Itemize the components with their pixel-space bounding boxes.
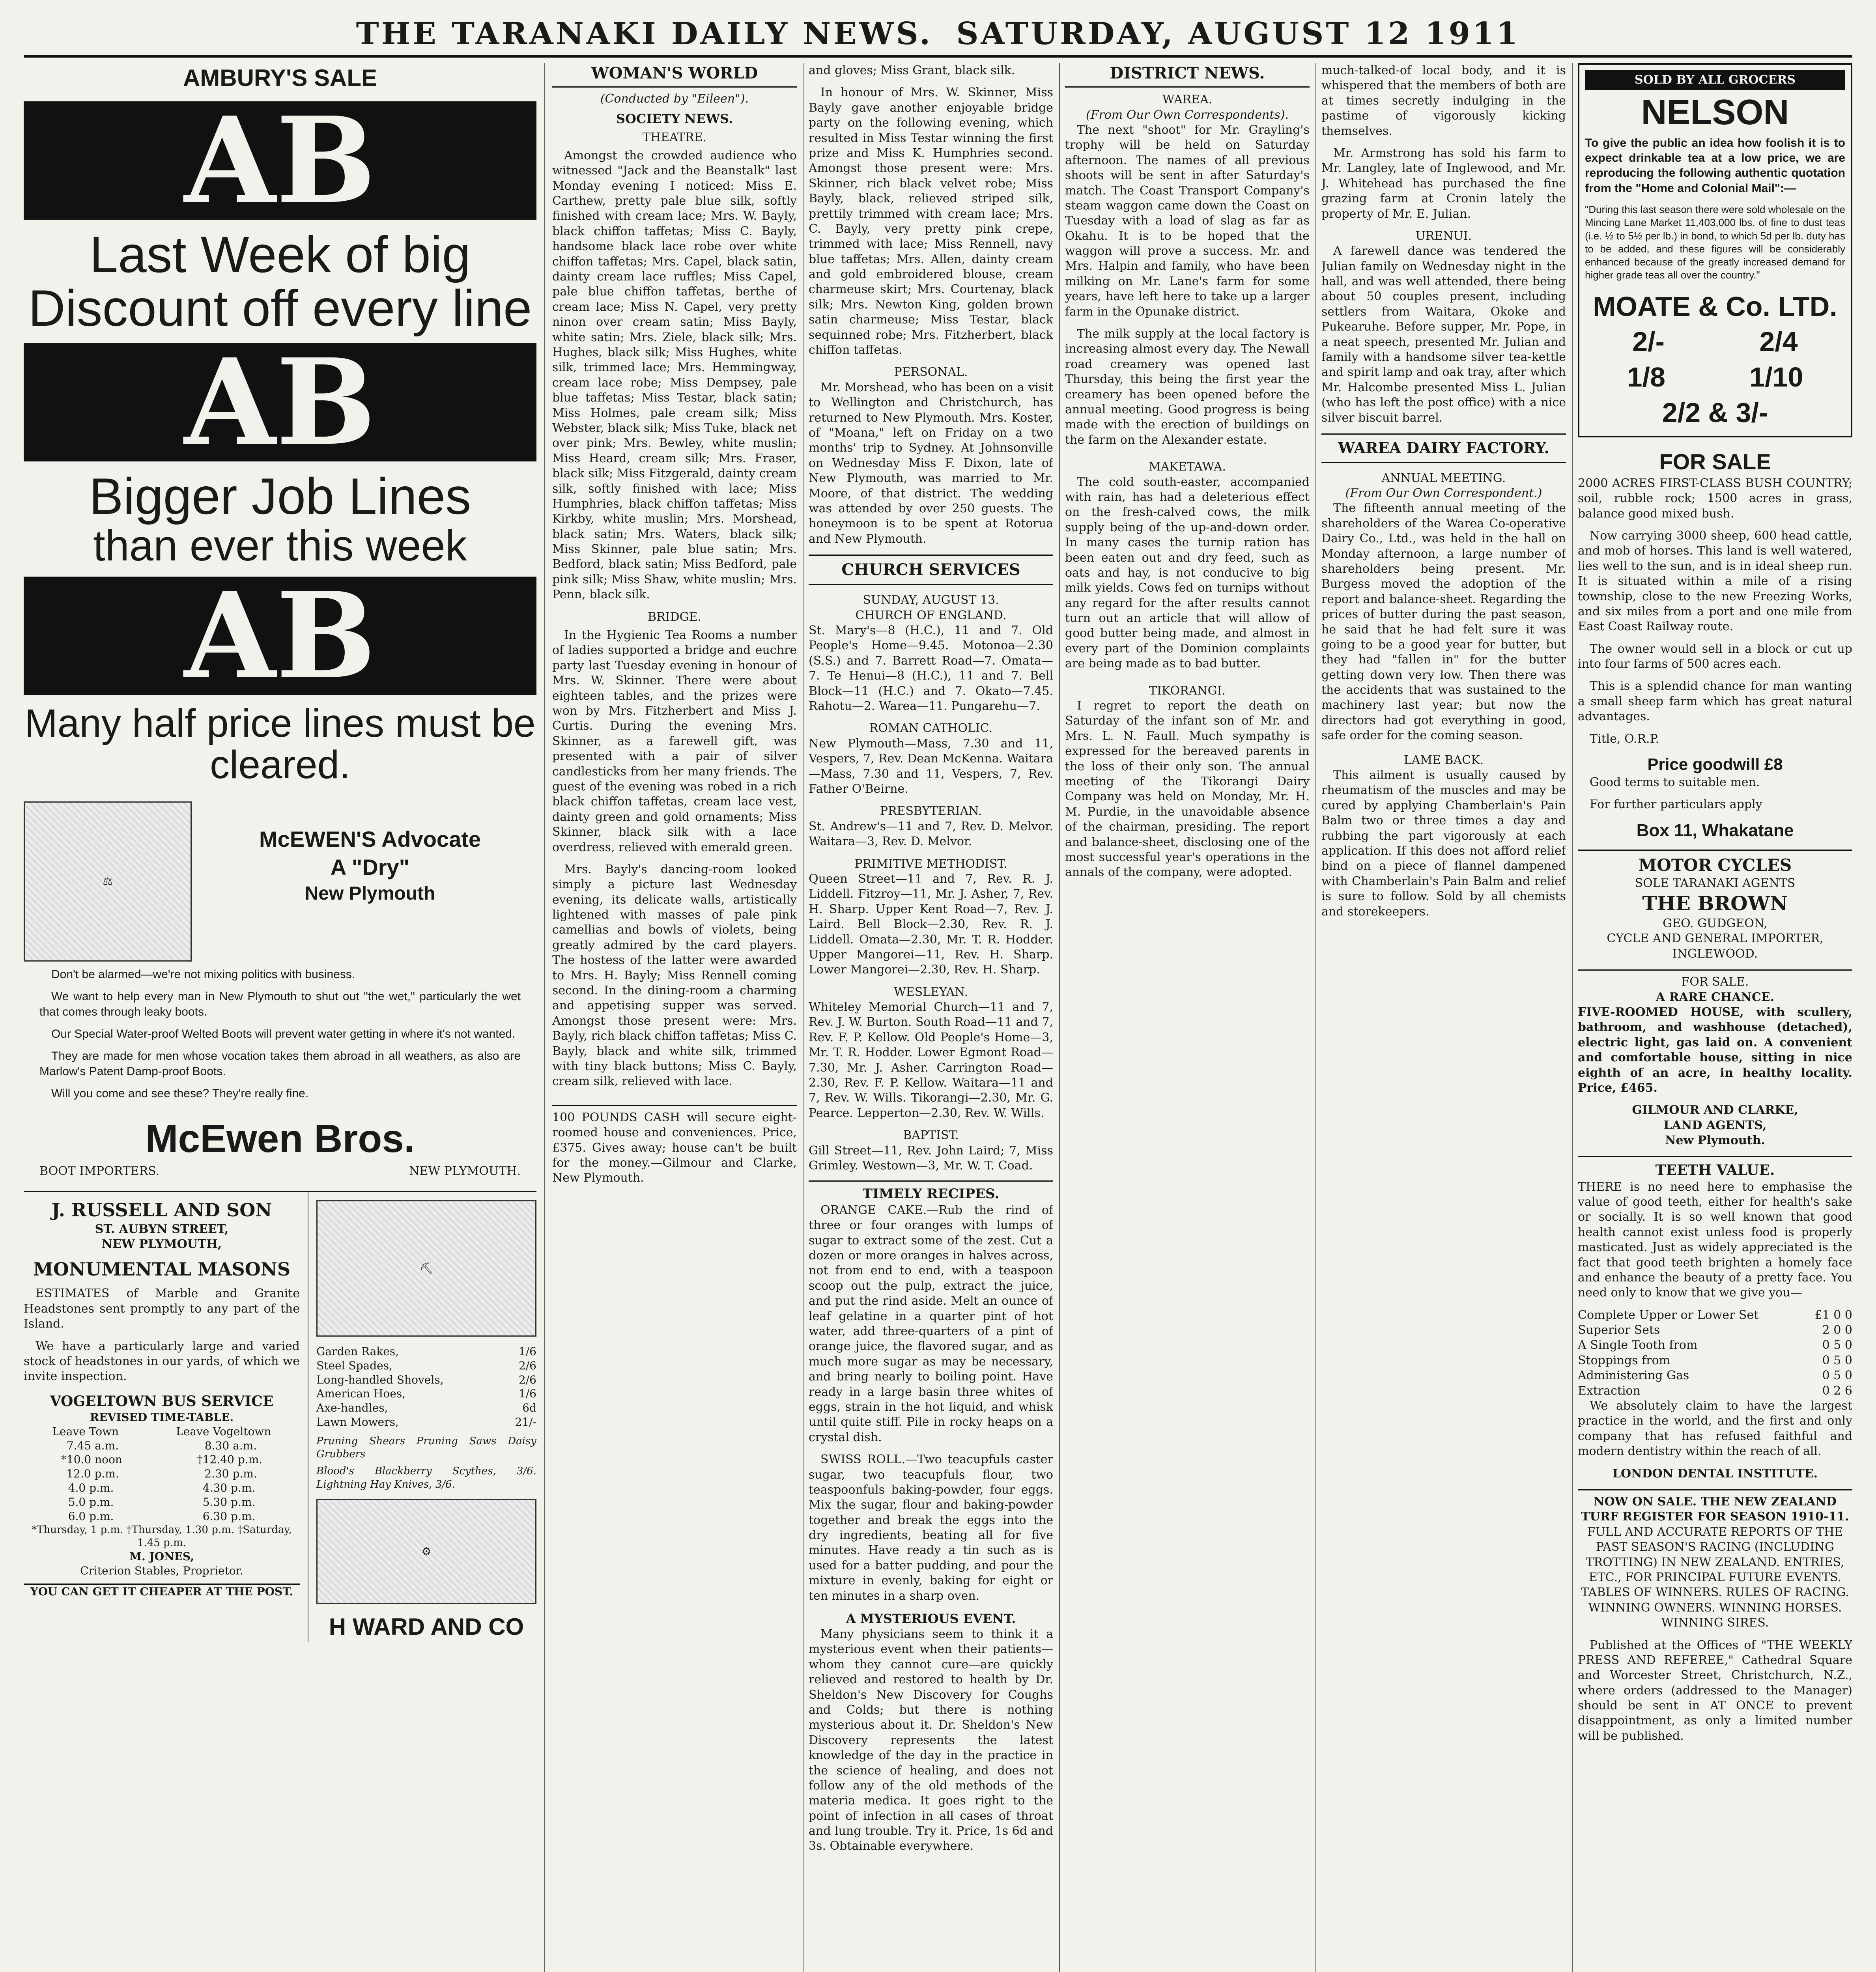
wesleyan: WESLEYAN. xyxy=(893,985,968,999)
the-brown: THE BROWN xyxy=(1642,892,1788,915)
mcewen-dry: A "Dry" xyxy=(330,855,410,880)
ward-item: Steel Spades, xyxy=(316,1359,392,1372)
mcewen-town: NEW PLYMOUTH. xyxy=(409,1164,521,1178)
society-news: SOCIETY NEWS. xyxy=(616,111,733,126)
swiss-text: SWISS ROLL.—Two teacupfuls caster sugar, two teacupfuls flour, two teaspoonfuls baking-powder, four eggs. Mix the sugar, flour and baking-powder together and break the eggs into the dry ingredients, beating all for five minutes. Have ready a tin such as is used for a batter pudding, and pour the mixture in evenly, baking for eight or ten minutes in a sharp oven. xyxy=(809,1453,1053,1603)
teeth-title: TEETH VALUE. xyxy=(1655,1162,1775,1179)
ward-side: Pruning Shears Pruning Saws Daisy Grubbers xyxy=(316,1435,536,1460)
church-england: CHURCH OF ENGLAND. xyxy=(855,608,1007,622)
tikorangi-heading: TIKORANGI. xyxy=(1149,683,1226,698)
ab-logo: AB xyxy=(24,577,536,695)
warea-text: The next "shoot" for Mr. Grayling's trophy will be held on Saturday afternoon. The names of all previous shoots will be sent in after Saturday's match. The Coast Transport Company's steam waggon came down the Coast on Tuesday with a load of slag as far as Okahu. It is to be hoped that the waggon will prove a success. Mr. and Mrs. Halpin and family, who have been milking on Mr. Lane's farm for some years, have left here to take up a larger farm in the Opunake district. xyxy=(1065,123,1310,319)
annual-meeting: ANNUAL MEETING. xyxy=(1381,471,1506,485)
turf-text: FULL AND ACCURATE REPORTS OF THE PAST SEASON'S RACING (INCLUDING TROTTING) IN NEW ZEALAND. ENTRIES, ETC., FOR PRINCIPAL FUTURE EVENTS. TABLES OF WINNERS. RULES OF RACING. WINNING OWNERS. WINNING HORSES. WINNING SIRES. xyxy=(1581,1525,1849,1630)
moate-logo: MOATE & Co. LTD. xyxy=(1593,291,1837,322)
bus-time: 6.30 p.m. xyxy=(202,1509,256,1523)
roman-catholic: ROMAN CATHOLIC. xyxy=(869,721,993,736)
acres-text-4: This is a splendid chance for man wanting a small sheep farm which has great natural advantages. xyxy=(1578,679,1852,724)
price-goodwill: Price goodwill £8 xyxy=(1647,755,1783,774)
motor-agents: SOLE TARANAKI AGENTS xyxy=(1635,876,1796,890)
mcewen-body-1: Don't be alarmed—we're not mixing politics with business. xyxy=(51,967,355,981)
tikorangi-text: I regret to report the death on Saturday of the infant son of Mr. and Mrs. L. N. Faull. Much sympathy is expressed for the bereaved parents in the loss of their only son. The annual meeting of the Tikorangi Dairy Company was held on Monday, Mr. H. M. Purdie, in the unavoidable absence of the chairman, presiding. The report and balance-sheet, disclosing one of the most successful year's operations in the annals of the company, were adopted. xyxy=(1065,699,1310,880)
mcewen-advocate xyxy=(24,801,536,967)
bus-post: YOU CAN GET IT CHEAPER AT THE POST. xyxy=(24,1584,300,1599)
advocate-illustration: ⚖ xyxy=(24,801,192,962)
nelson-ad xyxy=(1578,63,1852,437)
ward-price: 2/6 xyxy=(518,1373,536,1386)
russell-town: NEW PLYMOUTH, xyxy=(101,1237,222,1251)
tea-price: 2/4 xyxy=(1759,326,1798,357)
rare-chance: A RARE CHANCE. xyxy=(1656,990,1775,1004)
turf-text-2: Published at the Offices of "THE WEEKLY PRESS AND REFEREE," Cathedral Square and Worcester Street, Christchurch, N.Z., where orders (addressed to the Manager) should be sent in AT ONCE to prevent disappointment, as only a limited number will be published. xyxy=(1578,1638,1852,1743)
russell-body-2: We have a particularly large and varied stock of headstones in our yards, of which we invite inspection. xyxy=(24,1339,300,1384)
ward-title: H WARD AND CO xyxy=(329,1613,524,1640)
teeth-item: Superior Sets xyxy=(1578,1323,1660,1337)
section-womans-world: WOMAN'S WORLD xyxy=(552,63,797,88)
mcewen-adv-title: McEWEN'S Advocate xyxy=(259,826,481,852)
ambury-headline-2: Bigger Job Lines xyxy=(89,467,471,525)
bus-time: 4.30 p.m. xyxy=(202,1481,256,1495)
teeth-item: Extraction xyxy=(1578,1384,1641,1398)
primitive-text: Queen Street—11 and 7, Rev. R. J. Liddell. Fitzroy—11, Mr. J. Asher, 7, Rev. H. Sharp. Upper Kent Road—7, Rev. J. Laird. Bell Block—2.30, Rev. R. J. Liddell. Omata—2.30, Mr. T. R. Hodder. Upper Mangorei—11, Rev. H. Sharp. Lower Mangorei—2.30, Rev. H. Sharp. xyxy=(809,872,1053,977)
conducted-by: (Conducted by "Eileen"). xyxy=(600,92,749,106)
nelson-quote: "During this last season there were sold wholesale on the Mincing Lane Market 11,403,000 lbs. of fine to dust teas (i.e. ½ to 5½ per lb.) in bond, to which 5d per lb. duty has to be added, and these figures will be considerably enhanced because of the greatly increased demand for higher grade teas all over the country." xyxy=(1585,204,1845,281)
warea-dairy-title: WAREA DAIRY FACTORY. xyxy=(1321,433,1566,463)
bus-revised: REVISED TIME-TABLE. xyxy=(90,1410,234,1424)
column-3 xyxy=(809,63,1053,1972)
teeth-price-list xyxy=(1578,1308,1852,1399)
mcewen-place: New Plymouth xyxy=(305,883,435,904)
skinner-text: In honour of Mrs. W. Skinner, Miss Bayly gave another enjoyable bridge party on the following evening, which resulted in Miss Testar winning the first prize and Miss K. Humphries second. Amongst those present were: Mrs. Skinner, rich black velvet robe; Miss Bayly, black, relieved striped silk, prettily trimmed with cream lace; Mrs. C. Bayly, very pretty pink crepe, trimmed with lace; Miss Rennell, navy blue taffetas; Mrs. Allen, dainty cream and gold embroidered blouse, cream charmeuse skirt; Mrs. Courtenay, black silk; Mrs. Newton King, golden brown satin charmeuse; Miss Testar, black sequinned robe; Mrs. Fitzherbert, black chiffon taffetas. xyxy=(809,86,1053,357)
bus-time: 5.0 p.m. xyxy=(68,1495,114,1509)
column-5 xyxy=(1321,63,1566,1972)
title-orp: Title, O.R.P. xyxy=(1590,732,1659,746)
column-2 xyxy=(552,63,797,1972)
church-services-title: CHURCH SERVICES xyxy=(809,555,1053,585)
ward-item: Lawn Mowers, xyxy=(316,1416,399,1429)
for-sale-title: FOR SALE xyxy=(1659,449,1771,474)
teeth-item: A Single Tooth from xyxy=(1578,1338,1698,1352)
pounds-ad: 100 POUNDS CASH will secure eight-roomed house and conveniences. Price, £375. Gives away; house can't be built for the money.—Gilmour and Clarke, New Plymouth. xyxy=(552,1110,797,1185)
primitive-methodist: PRIMITIVE METHODIST. xyxy=(854,857,1007,871)
warea-heading: WAREA. xyxy=(1162,93,1213,107)
nelson-title: NELSON xyxy=(1641,93,1789,133)
personal-text: Mr. Morshead, who has been on a visit to Wellington and Christchurch, has returned to New Plymouth. Mrs. Koster, of "Moana," left on Friday on a two months' trip to Sydney. At Johnsonville on Wednesday Miss F. Dixon, late of New Plymouth, was married to Mr. Moore, of that district. The wedding was attended by over 250 guests. The honeymoon is to be spent at Rotorua and New Plymouth. xyxy=(809,380,1053,546)
own-correspondents: (From Our Own Correspondents). xyxy=(1086,108,1289,122)
for-sale-2: FOR SALE. xyxy=(1681,975,1749,989)
presbyterian-text: St. Andrew's—11 and 7, Rev. D. Melvor. Waitara—3, Rev. D. Melvor. xyxy=(809,819,1053,849)
bus-time: 8.30 a.m. xyxy=(204,1439,257,1452)
column-rule xyxy=(1059,63,1060,1972)
ward-price: 1/6 xyxy=(518,1387,536,1401)
teeth-price: 0 5 0 xyxy=(1822,1338,1852,1352)
mystery-text: Many physicians seem to think it a mysterious event when their patients—whom they cannot cure—are quickly relieved and restored to health by Dr. Sheldon's New Discovery for Coughs and Colds; but there is nothing mysterious about it. Dr. Sheldon's New Discovery represents the latest knowledge of the day in the practice in the science of healing, and does not follow any of the old methods of the materia medica. It goes right to the point of infection in all cases of throat and lung trouble. Try it. Price, 1s 6d and 3s. Obtainable everywhere. xyxy=(809,1627,1053,1853)
ward-item: Long-handled Shovels, xyxy=(316,1373,444,1386)
monumental-masons: MONUMENTAL MASONS xyxy=(33,1258,291,1280)
bus-leave-town: Leave Town xyxy=(52,1425,119,1438)
ward-side-2: Blood's Blackberry Scythes, 3/6. Lightning Hay Knives, 3/6. xyxy=(316,1465,536,1490)
cont-text: and gloves; Miss Grant, black silk. xyxy=(809,63,1015,77)
russell-name: J. RUSSELL AND SON xyxy=(51,1199,272,1221)
bus-proprietor: M. JONES, xyxy=(129,1550,194,1563)
ambury-headline-4: Many half price lines must be cleared. xyxy=(24,701,536,787)
issue-date: SATURDAY, AUGUST 12 1911 xyxy=(956,15,1520,52)
bridge-heading: BRIDGE. xyxy=(648,610,701,624)
crops-text: Mr. Armstrong has sold his farm to Mr. Langley, late of Inglewood, and Mr. J. Whitehead has purchased the fine grazing farm at Cronin lately the property of Mr. E. Julian. xyxy=(1321,146,1566,221)
good-terms: Good terms to suitable men. xyxy=(1590,775,1760,789)
turf-title: NOW ON SALE. THE NEW ZEALAND TURF REGISTER FOR SEASON 1910-11. xyxy=(1581,1494,1849,1524)
bus-time: 5.30 p.m. xyxy=(202,1495,256,1509)
urenui-heading: URENUI. xyxy=(1415,229,1472,243)
sold-by-banner: SOLD BY ALL GROCERS xyxy=(1585,70,1845,90)
column-rule xyxy=(1315,63,1316,1972)
lawn-mower-illustration: ⚙ xyxy=(316,1499,536,1604)
column-rule xyxy=(1572,63,1573,1972)
teeth-item: Complete Upper or Lower Set xyxy=(1578,1308,1759,1322)
gudgeon: GEO. GUDGEON, xyxy=(1663,917,1768,931)
inglewood: INGLEWOOD. xyxy=(1672,947,1758,961)
bus-note: *Thursday, 1 p.m. †Thursday, 1.30 p.m. †Saturday, 1.45 p.m. xyxy=(32,1524,292,1549)
bus-leave-vogel: Leave Vogeltown xyxy=(176,1425,271,1438)
ab-logo: AB xyxy=(24,343,536,461)
urenui-text: A farewell dance was tendered the Julian family on Wednesday night in the hall, and was well attended, there being about 50 couples present, including settlers from Waitara, Okoke and Pukearuhe. Before supper, Mr. Pope, in a neat speech, presented Mr. Julian and family with a handsome silver tea-kettle and spirit lamp and oak tray, after which Mr. Halcombe presented Miss L. Julian (who has left the post office) with a nice silver biscuit barrel. xyxy=(1321,244,1566,425)
bus-time: 2.30 p.m. xyxy=(204,1467,257,1481)
wesleyan-text: Whiteley Memorial Church—11 and 7, Rev. J. W. Burton. South Road—11 and 7, Rev. F. P. Kellow. Old People's Home—3, Mr. T. R. Hodder. Lower Egmont Road—7.30, Mr. J. Asher. Carrington Road—2.30, Rev. F. P. Kellow. Waitara—11 and 7, Rev. W. Wills. Tikorangi—2.30, Mr. G. Pearce. Lepperton—2.30, Rev. W. Wills. xyxy=(809,1000,1053,1120)
church-date: SUNDAY, AUGUST 13. xyxy=(863,593,999,607)
further-particulars: For further particulars apply xyxy=(1590,797,1762,812)
gilmour: GILMOUR AND CLARKE, xyxy=(1632,1103,1798,1117)
mcewen-body-3: Our Special Water-proof Welted Boots will prevent water getting in where it's not wanted. xyxy=(51,1027,516,1040)
teeth-price: 0 5 0 xyxy=(1822,1353,1852,1367)
acres-text: 2000 ACRES FIRST-CLASS BUSH COUNTRY; soil, rubble rock; 1500 acres in grass, balance good mixed bush. xyxy=(1578,476,1852,521)
teeth-item: Stoppings from xyxy=(1578,1353,1670,1367)
boot-importers: BOOT IMPORTERS. xyxy=(39,1164,160,1178)
ward-price: 1/6 xyxy=(518,1345,536,1358)
column-4 xyxy=(1065,63,1310,1972)
london-dental: LONDON DENTAL INSTITUTE. xyxy=(1612,1466,1818,1481)
theatre-text: Amongst the crowded audience who witnessed "Jack and the Beanstalk" last Monday evening I noticed: Miss E. Carthew, pretty pale blue silk, softly finished with cream lace; Mrs. W. Bayly, black chiffon taffetas; Miss C. Bayly, handsome black lace robe over white chiffon taffetas; Mrs. Capel, black satin, dainty cream lace ruffles; Miss Capel, pale blue chiffon taffetas, berthe of cream lace; Miss N. Capel, very pretty ninon over cream satin; Miss Bayly, white satin; Mrs. Ziele, black silk; Mrs. Hughes, black silk; Miss Hughes, white silk, trimmed lace; Mrs. Hemmingway, cream lace robe; Miss Dempsey, pale blue taffetas; Miss Testar, black satin; Miss Holmes, pale cream silk; Miss Webster, black silk; Miss Tuke, black net over pink; Mrs. Bewley, white muslin; Miss Heard, cream silk; Mrs. Fraser, black silk; Miss Fitzgerald, dainty cream silk, softly finished with lace; Miss Humphries, black chiffon taffetas; Miss Kirkby, white muslin; Mrs. Morshead, black satin; Mrs. Waters, black silk; Miss Skinner, pale blue satin; Mrs. Bedford, black satin; Miss Bedford, pale pink silk; Miss Shaw, white muslin; Mrs. Penn, black silk. xyxy=(552,148,797,602)
column-1 xyxy=(24,63,536,1972)
bus-time: 12.0 p.m. xyxy=(66,1467,119,1481)
bridge-text: In the Hygienic Tea Rooms a number of ladies supported a bridge and euchre party last Tuesday evening in honour of Mrs. W. Skinner. There were about eighteen tables, and the prizes were won by Mrs. Fitzherbert and Miss J. Curtis. During the evening Mrs. Skinner, as a farewell gift, was presented with a pair of silver candlesticks from her many friends. The guest of the evening was robed in a rich black chiffon taffetas, cream lace vest, dainty green and gold ornaments; Miss Skinner, black silk with a lace overdress, relieved with emerald green. xyxy=(552,628,797,854)
bus-time: 7.45 a.m. xyxy=(66,1439,119,1452)
ward-item: American Hoes, xyxy=(316,1387,406,1401)
recipes-text: ORANGE CAKE.—Rub the rind of three or four oranges with lumps of sugar to extract some of the zest. Cut a dozen or more oranges in halves across, not from end to end, with a teaspoon scoop out the pulp, extract the juice, and put the rind aside. Melt an ounce of leaf gelatine in a quarter pint of hot water, add three-quarters of a pint of orange juice, the flavored sugar, and as much more sugar as may be necessary, and bring nearly to boiling point. Have ready in a large basin three whites of eggs, strain in the hot liquid, and whisk until quite stiff. Pile in rocky heaps on a crystal dish. xyxy=(809,1203,1053,1444)
bus-time: †12.40 p.m. xyxy=(197,1453,263,1466)
masthead xyxy=(24,12,1852,58)
mcewen-body-5: Will you come and see these? They're really fine. xyxy=(51,1087,309,1100)
teeth-price: 0 2 6 xyxy=(1822,1384,1852,1398)
cont-text: much-talked-of local body, and it is whispered that the members of both are at times secretly indulging in the pastime of vigorously kicking themselves. xyxy=(1321,63,1566,138)
mystery-title: A MYSTERIOUS EVENT. xyxy=(846,1611,1016,1627)
ward-item: Garden Rakes, xyxy=(316,1345,399,1358)
bus-stables: Criterion Stables, Proprietor. xyxy=(80,1564,243,1577)
nelson-text: To give the public an idea how foolish it is to expect drinkable tea at a low price, we are reproducing the following authentic quotation from the "Home and Colonial Mail":— xyxy=(1585,136,1845,195)
warea-text-2: The milk supply at the local factory is increasing almost every day. The Newall road creamery was opened last Thursday, this being the first year the creamery has been opened before the annual meeting. Good progress is being made with the erection of buildings on the farm on the Alexander estate. xyxy=(1065,327,1310,447)
mcewen-body-4: They are made for men whose vocation takes them abroad in all weathers, as also are Marlow's Patent Damp-proof Boots. xyxy=(39,1049,521,1078)
ab-logo: AB xyxy=(24,101,536,220)
dairy-text: The fifteenth annual meeting of the shareholders of the Warea Co-operative Dairy Co., Ltd., was held in the hall on Monday afternoon, a large number of shareholders being present. Mr. Burgess moved the adoption of the report and balance-sheet. Regarding the prices of butter during the past season, he said that he had felt sure it was going to be a good year for butter, but they had "fallen in" for the butter getting down very low. Then there was the accidents that was sustained to the machinery last year; but now the directors had got everything in good, safe order for the coming season. xyxy=(1321,501,1566,743)
column-6 xyxy=(1578,63,1852,1972)
bus-title: VOGELTOWN BUS SERVICE xyxy=(50,1393,274,1410)
church-england-text: St. Mary's—8 (H.C.), 11 and 7. Old People's Home—9.45. Motonoa—2.30 (S.S.) and 7. Barrett Road—7. Omata—7. Te Henui—8 (H.C.), 11 and 7. Bell Block—11 (H.C.) and 7. Okato—7.45. Rahotu—2. Warea—11. Pungarehu—7. xyxy=(809,624,1053,713)
lameback-text: This ailment is usually caused by rheumatism of the muscles and may be cured by applying Chamberlain's Pain Balm two or three times a day and rubbing the part vigorously at each application. If this does not afford relief bind on a piece of flannel dampened with Chamberlain's Pain Balm and relief is sure to follow. Sold by all chemists and storekeepers. xyxy=(1321,768,1566,919)
bus-timetable xyxy=(24,1439,300,1524)
land-agents: LAND AGENTS, xyxy=(1663,1118,1767,1132)
bus-time: 6.0 p.m. xyxy=(68,1509,114,1523)
baptist-text: Gill Street—11, Rev. John Laird; 7, Miss Grimley. Westown—3, Mr. W. T. Coad. xyxy=(809,1143,1053,1173)
ambury-header: AMBURY'S SALE xyxy=(183,65,377,91)
tea-price: 2/- xyxy=(1632,326,1665,357)
presbyterian: PRESBYTERIAN. xyxy=(880,804,982,818)
teeth-item: Administering Gas xyxy=(1578,1369,1689,1383)
box-address: Box 11, Whakatane xyxy=(1636,820,1794,840)
cycle-importer: CYCLE AND GENERAL IMPORTER, xyxy=(1607,932,1824,946)
theatre-heading: THEATRE. xyxy=(642,130,707,144)
teeth-text-2: We absolutely claim to have the largest practice in the world, and the first and only company that has refused faithful and modern dentistry within the reach of all. xyxy=(1578,1399,1852,1458)
maketawa-heading: MAKETAWA. xyxy=(1148,460,1226,474)
mcewen-body-2: We want to help every man in New Plymouth to shut out "the wet," particularly the wet that comes through leaky boots. xyxy=(39,990,521,1018)
dancing-text: Mrs. Bayly's dancing-room looked simply a picture last Wednesday evening, its delicate walls, artistically lightened with masses of pale pink camellias and bowls of violets, being greatly admired by the card players. The hostess of the latter were awarded to Mrs. H. Bayly; Miss Rennell coming second. In the dining-room a charming and appetising supper was served. Amongst those present were: Mrs. Bayly, rich black chiffon taffetas; Miss C. Bayly, black and white silk, trimmed with tiny black buttons; Miss C. Bayly, cream silk, relieved with lace. xyxy=(552,862,797,1089)
roman-text: New Plymouth—Mass, 7.30 and 11, Vespers, 7, Rev. Dean McKenna. Waitara—Mass, 7.30 and 11, Vespers, 7, Rev. Father O'Beirne. xyxy=(809,736,1053,796)
acres-text-2: Now carrying 3000 sheep, 600 head cattle, and mob of horses. This land is well watered, lies well to the sun, and is in ideal sheep run. It is situated within a mile of a rising township, close to the new Freezing Works, and six miles from a port and one mile from East Coast Railway route. xyxy=(1578,528,1852,634)
district-news-title: DISTRICT NEWS. xyxy=(1065,63,1310,88)
house-text: FIVE-ROOMED HOUSE, with scullery, bathroom, and washhouse (detached), electric light, gas laid on. A convenient and comfortable house, sitting in nice eighth of an acre, in healthy locality. Price, £465. xyxy=(1578,1005,1852,1095)
teeth-text: THERE is no need here to emphasise the value of good teeth, either for health's sake or socially. It is so well known that good health cannot exist unless food is properly masticated. Just as widely appreciated is the fact that good teeth brighten a homely face and enhance the beauty of a pretty face. You need only to know that we give you— xyxy=(1578,1180,1852,1300)
tea-price: 2/2 & 3/- xyxy=(1662,397,1768,428)
dairy-correspondent: (From Our Own Correspondent.) xyxy=(1345,486,1542,500)
tea-price: 1/10 xyxy=(1749,361,1803,392)
motor-title: MOTOR CYCLES xyxy=(1638,855,1792,875)
ward-price: 21/- xyxy=(515,1416,536,1429)
column-rule xyxy=(544,63,545,1972)
mcewen-bros: McEwen Bros. xyxy=(145,1116,415,1161)
bus-time: 4.0 p.m. xyxy=(68,1481,114,1495)
ward-item: Axe-handles, xyxy=(316,1401,388,1415)
ward-price: 2/6 xyxy=(518,1359,536,1372)
lameback-title: LAME BACK. xyxy=(1403,753,1484,767)
ward-tools-illustration: ⛏ xyxy=(316,1200,536,1337)
ward-price-list xyxy=(316,1345,536,1429)
russell-street: ST. AUBYN STREET, xyxy=(95,1222,229,1236)
tea-price: 1/8 xyxy=(1627,361,1665,392)
ambury-headline-3: than ever this week xyxy=(93,521,467,570)
acres-text-3: The owner would sell in a block or cut up into four farms of 500 acres each. xyxy=(1578,642,1852,671)
teeth-price: 0 5 0 xyxy=(1822,1369,1852,1383)
baptist: BAPTIST. xyxy=(903,1128,959,1143)
ambury-headline-1: Last Week of big Discount off every line xyxy=(28,225,532,337)
personal-heading: PERSONAL. xyxy=(894,365,968,379)
teeth-price: 2 0 0 xyxy=(1822,1323,1852,1337)
recipes-title: TIMELY RECIPES. xyxy=(809,1180,1053,1203)
bus-time: *10.0 noon xyxy=(61,1453,122,1466)
teeth-price: £1 0 0 xyxy=(1814,1308,1852,1322)
russell-body-1: ESTIMATES of Marble and Granite Headstones sent promptly to any part of the Island. xyxy=(24,1287,300,1331)
paper-title: THE TARANAKI DAILY NEWS. xyxy=(356,15,933,52)
maketawa-text: The cold south-easter, accompanied with rain, has had a deleterious effect on the fresh-calved cows, the milk supply being of the up-and-down order. In many cases the turnip ration has been eaten out and dry feed, such as oats and hay, is not conducive to big milk yields. Cows fed on turnips without any regard for the after results cannot turn out an article that will allow of good butter being made, and almost in every part of the Dominion complaints are being made as to bad butter. xyxy=(1065,475,1310,671)
ward-price: 6d xyxy=(522,1401,536,1415)
gilmour-town: New Plymouth. xyxy=(1665,1134,1765,1148)
